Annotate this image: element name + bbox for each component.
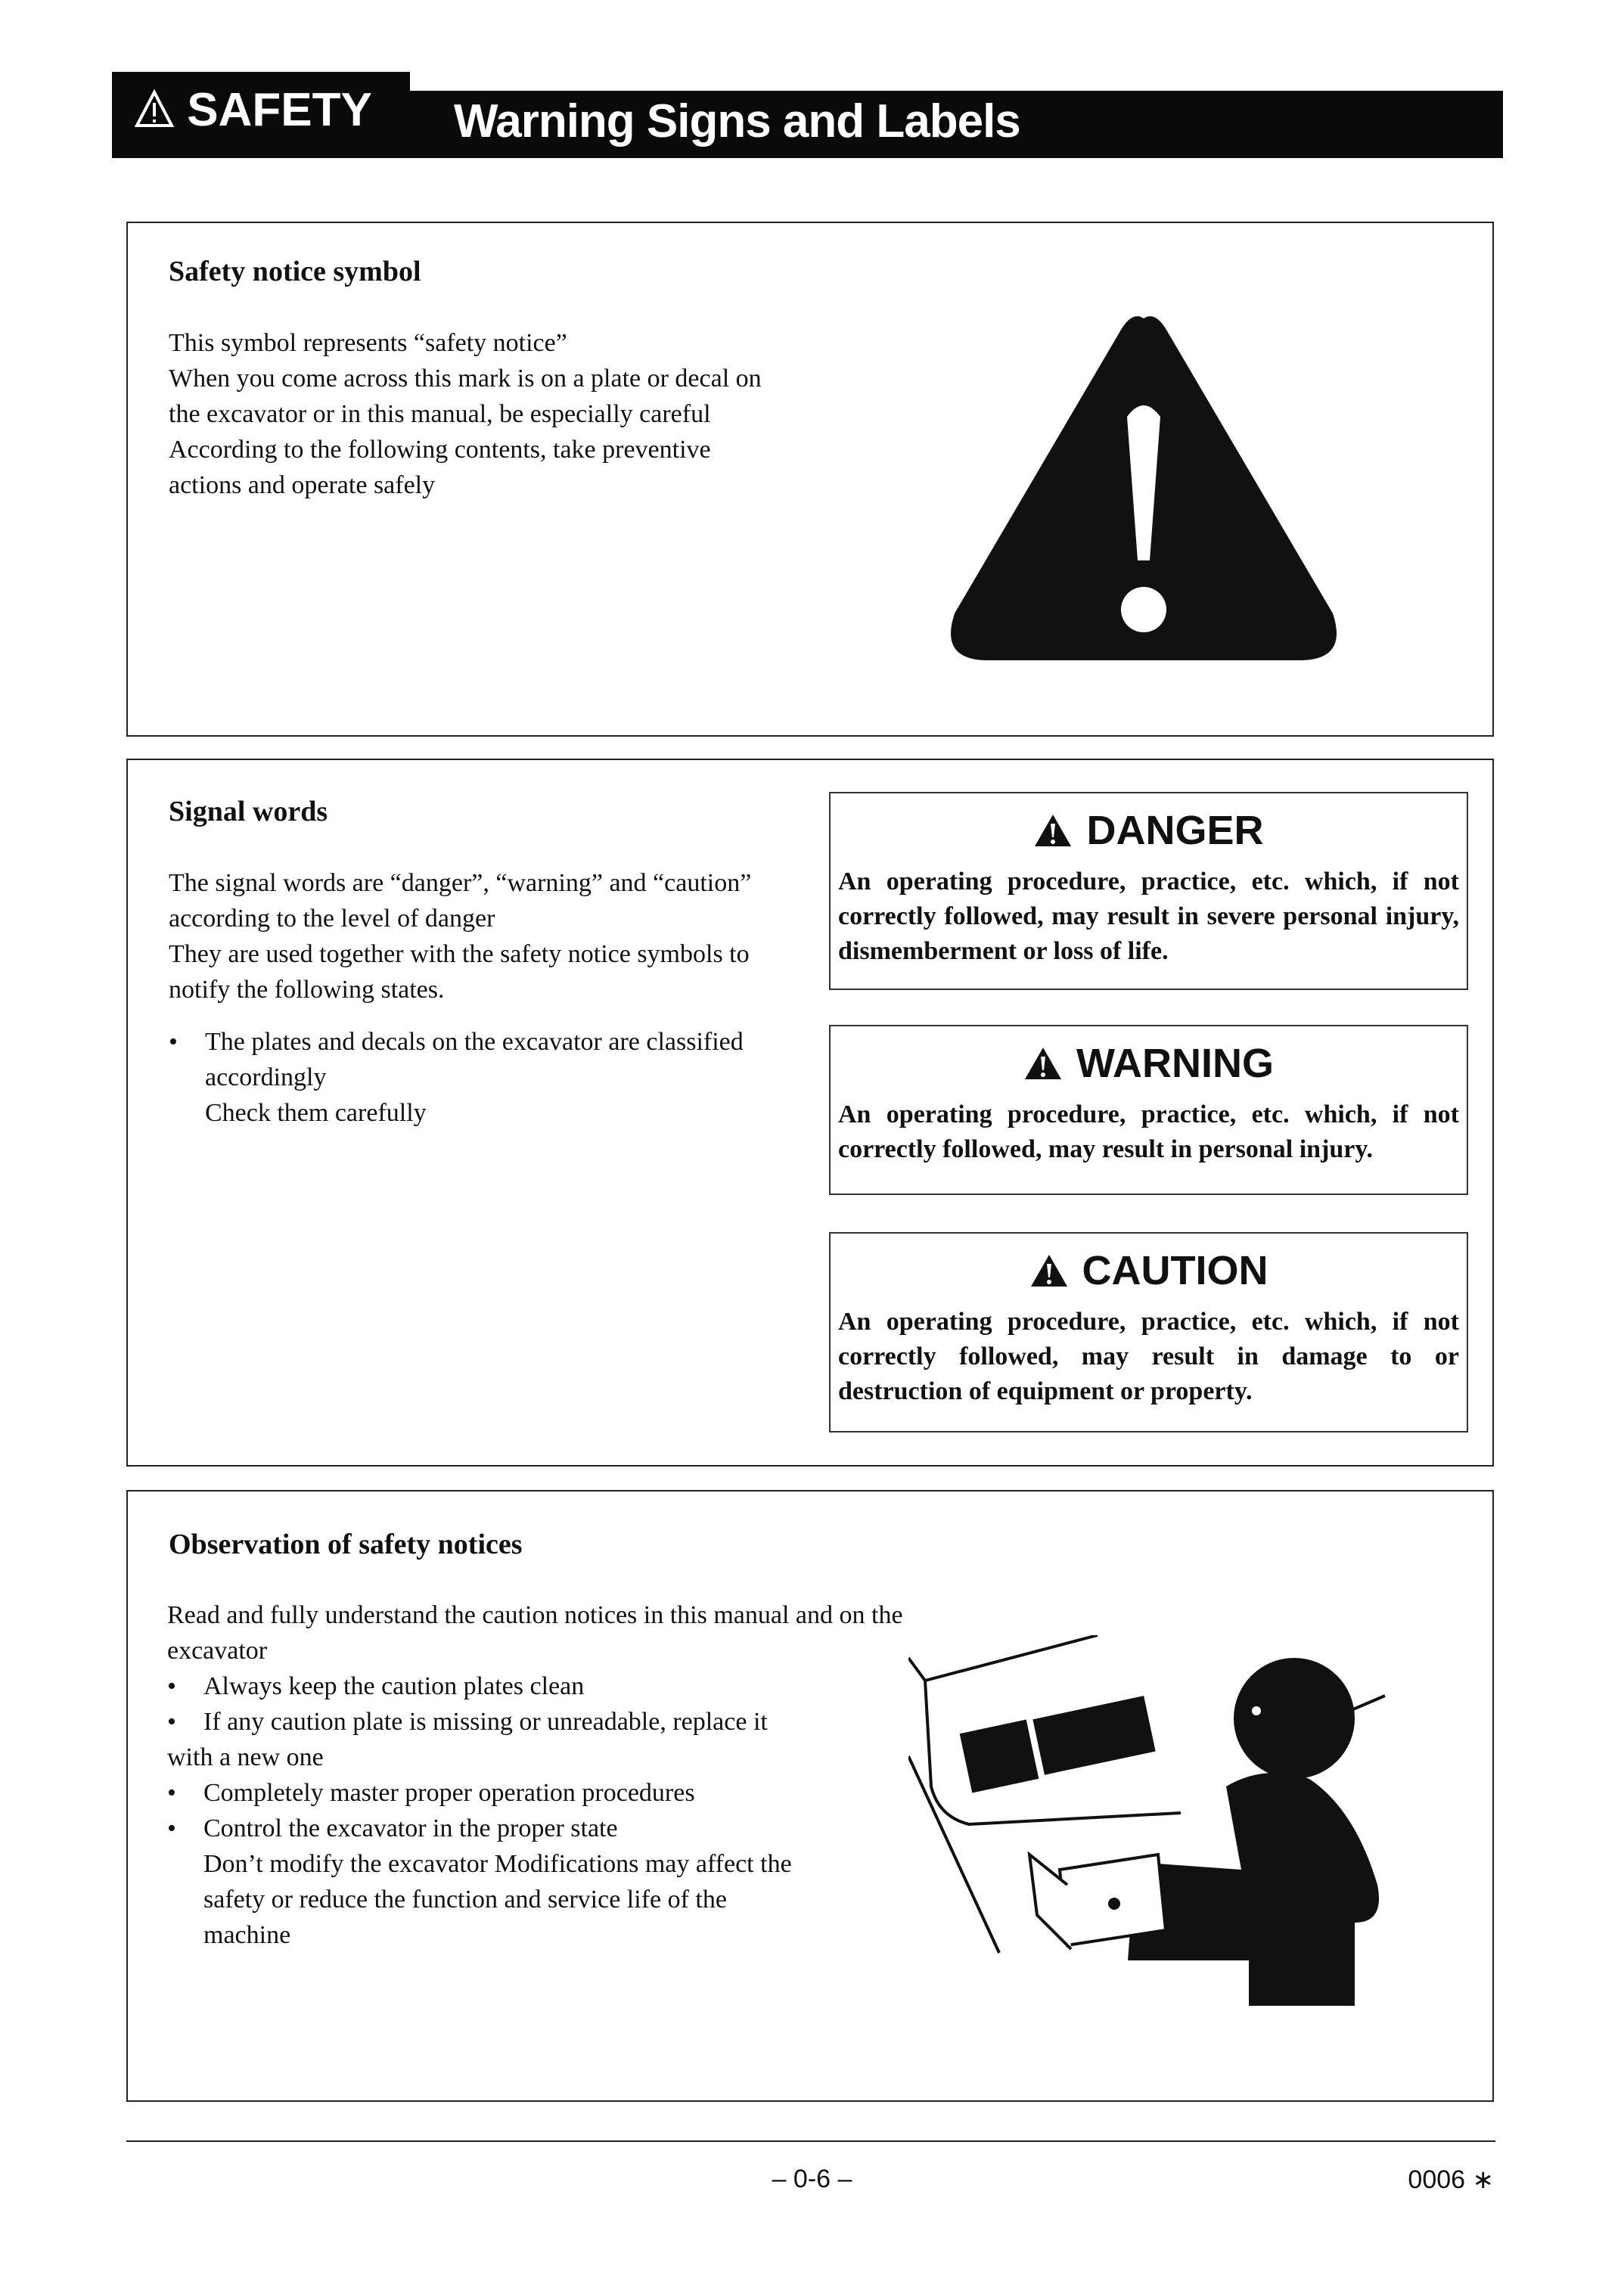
page-title: Warning Signs and Labels (454, 95, 1020, 147)
bullet-text: The plates and decals on the excavator are classified accordingly (205, 1028, 744, 1091)
observation-section (126, 1490, 1494, 2102)
section-title: Safety notice symbol (169, 256, 421, 287)
section-title: Signal words (169, 796, 328, 827)
safety-notice-section (126, 222, 1494, 737)
warning-triangle-icon (1029, 1253, 1069, 1288)
section-body (169, 325, 925, 503)
text-line: actions and operate safely (169, 471, 436, 499)
warning-title (831, 1037, 1467, 1090)
danger-title (831, 804, 1467, 857)
danger-box (829, 792, 1468, 990)
warning-triangle-icon (135, 89, 174, 129)
page-number: – 0-6 – (772, 2165, 852, 2193)
bullet-item: • If any caution plate is missing or unreadable, replace it (167, 1704, 924, 1740)
exclamation-triangle-icon (947, 311, 1340, 663)
operator-reading-manual-illustration (908, 1635, 1423, 2013)
text-line: According to the following contents, take preventive (169, 436, 711, 464)
bullet-text: Check them carefully (205, 1099, 427, 1127)
alert-text: An operating procedure, practice, etc. which, if not correctly followed, may result in damage to or destruction of equipment or property. (838, 1308, 1459, 1405)
text-line: They are used together with the safety notice symbols to (169, 940, 750, 968)
alert-label: CAUTION (1082, 1248, 1268, 1293)
document-code: 0006 ∗ (1408, 2165, 1494, 2194)
warning-triangle-icon (1033, 813, 1073, 848)
alert-label: WARNING (1076, 1041, 1274, 1086)
bullet-item (167, 1811, 924, 1953)
text-line: the excavator or in this manual, be especially careful (169, 400, 711, 428)
text-line: according to the level of danger (169, 905, 495, 933)
caution-box (829, 1232, 1468, 1432)
intro-text: Read and fully understand the caution notices in this manual and on the excavator (167, 1601, 903, 1665)
bullet-text: Control the excavator in the proper state (203, 1814, 618, 1842)
text-line: notify the following states. (169, 976, 445, 1004)
text-line: The signal words are “danger”, “warning” and “caution” (169, 869, 752, 897)
text-line: This symbol represents “safety notice” (169, 329, 567, 357)
warning-triangle-icon (1023, 1046, 1063, 1081)
alert-label: DANGER (1086, 808, 1264, 853)
bullet-text: Don’t modify the excavator Modifications may affect the safety or reduce the function and service life of the machine (203, 1850, 792, 1949)
section-name: SAFETY (187, 84, 372, 136)
section-body (167, 1597, 924, 1953)
footer-rule (126, 2140, 1495, 2142)
section-label (135, 83, 372, 137)
caution-title (831, 1244, 1467, 1297)
alert-text: An operating procedure, practice, etc. which, if not correctly followed, may result in severe personal injury, dismemberment or loss of life. (838, 868, 1459, 965)
section-title: Observation of safety notices (169, 1529, 523, 1560)
bullet-item: • Always keep the caution plates clean (167, 1668, 924, 1704)
bullet-continuation: with a new one (167, 1743, 324, 1771)
bullet-item (169, 1024, 774, 1131)
text-line: When you come across this mark is on a plate or decal on (169, 365, 762, 393)
alert-text: An operating procedure, practice, etc. which, if not correctly followed, may result in personal injury. (838, 1100, 1459, 1163)
warning-box (829, 1025, 1468, 1195)
bullet-item: • Completely master proper operation procedures (167, 1775, 924, 1811)
section-body (169, 865, 834, 1131)
